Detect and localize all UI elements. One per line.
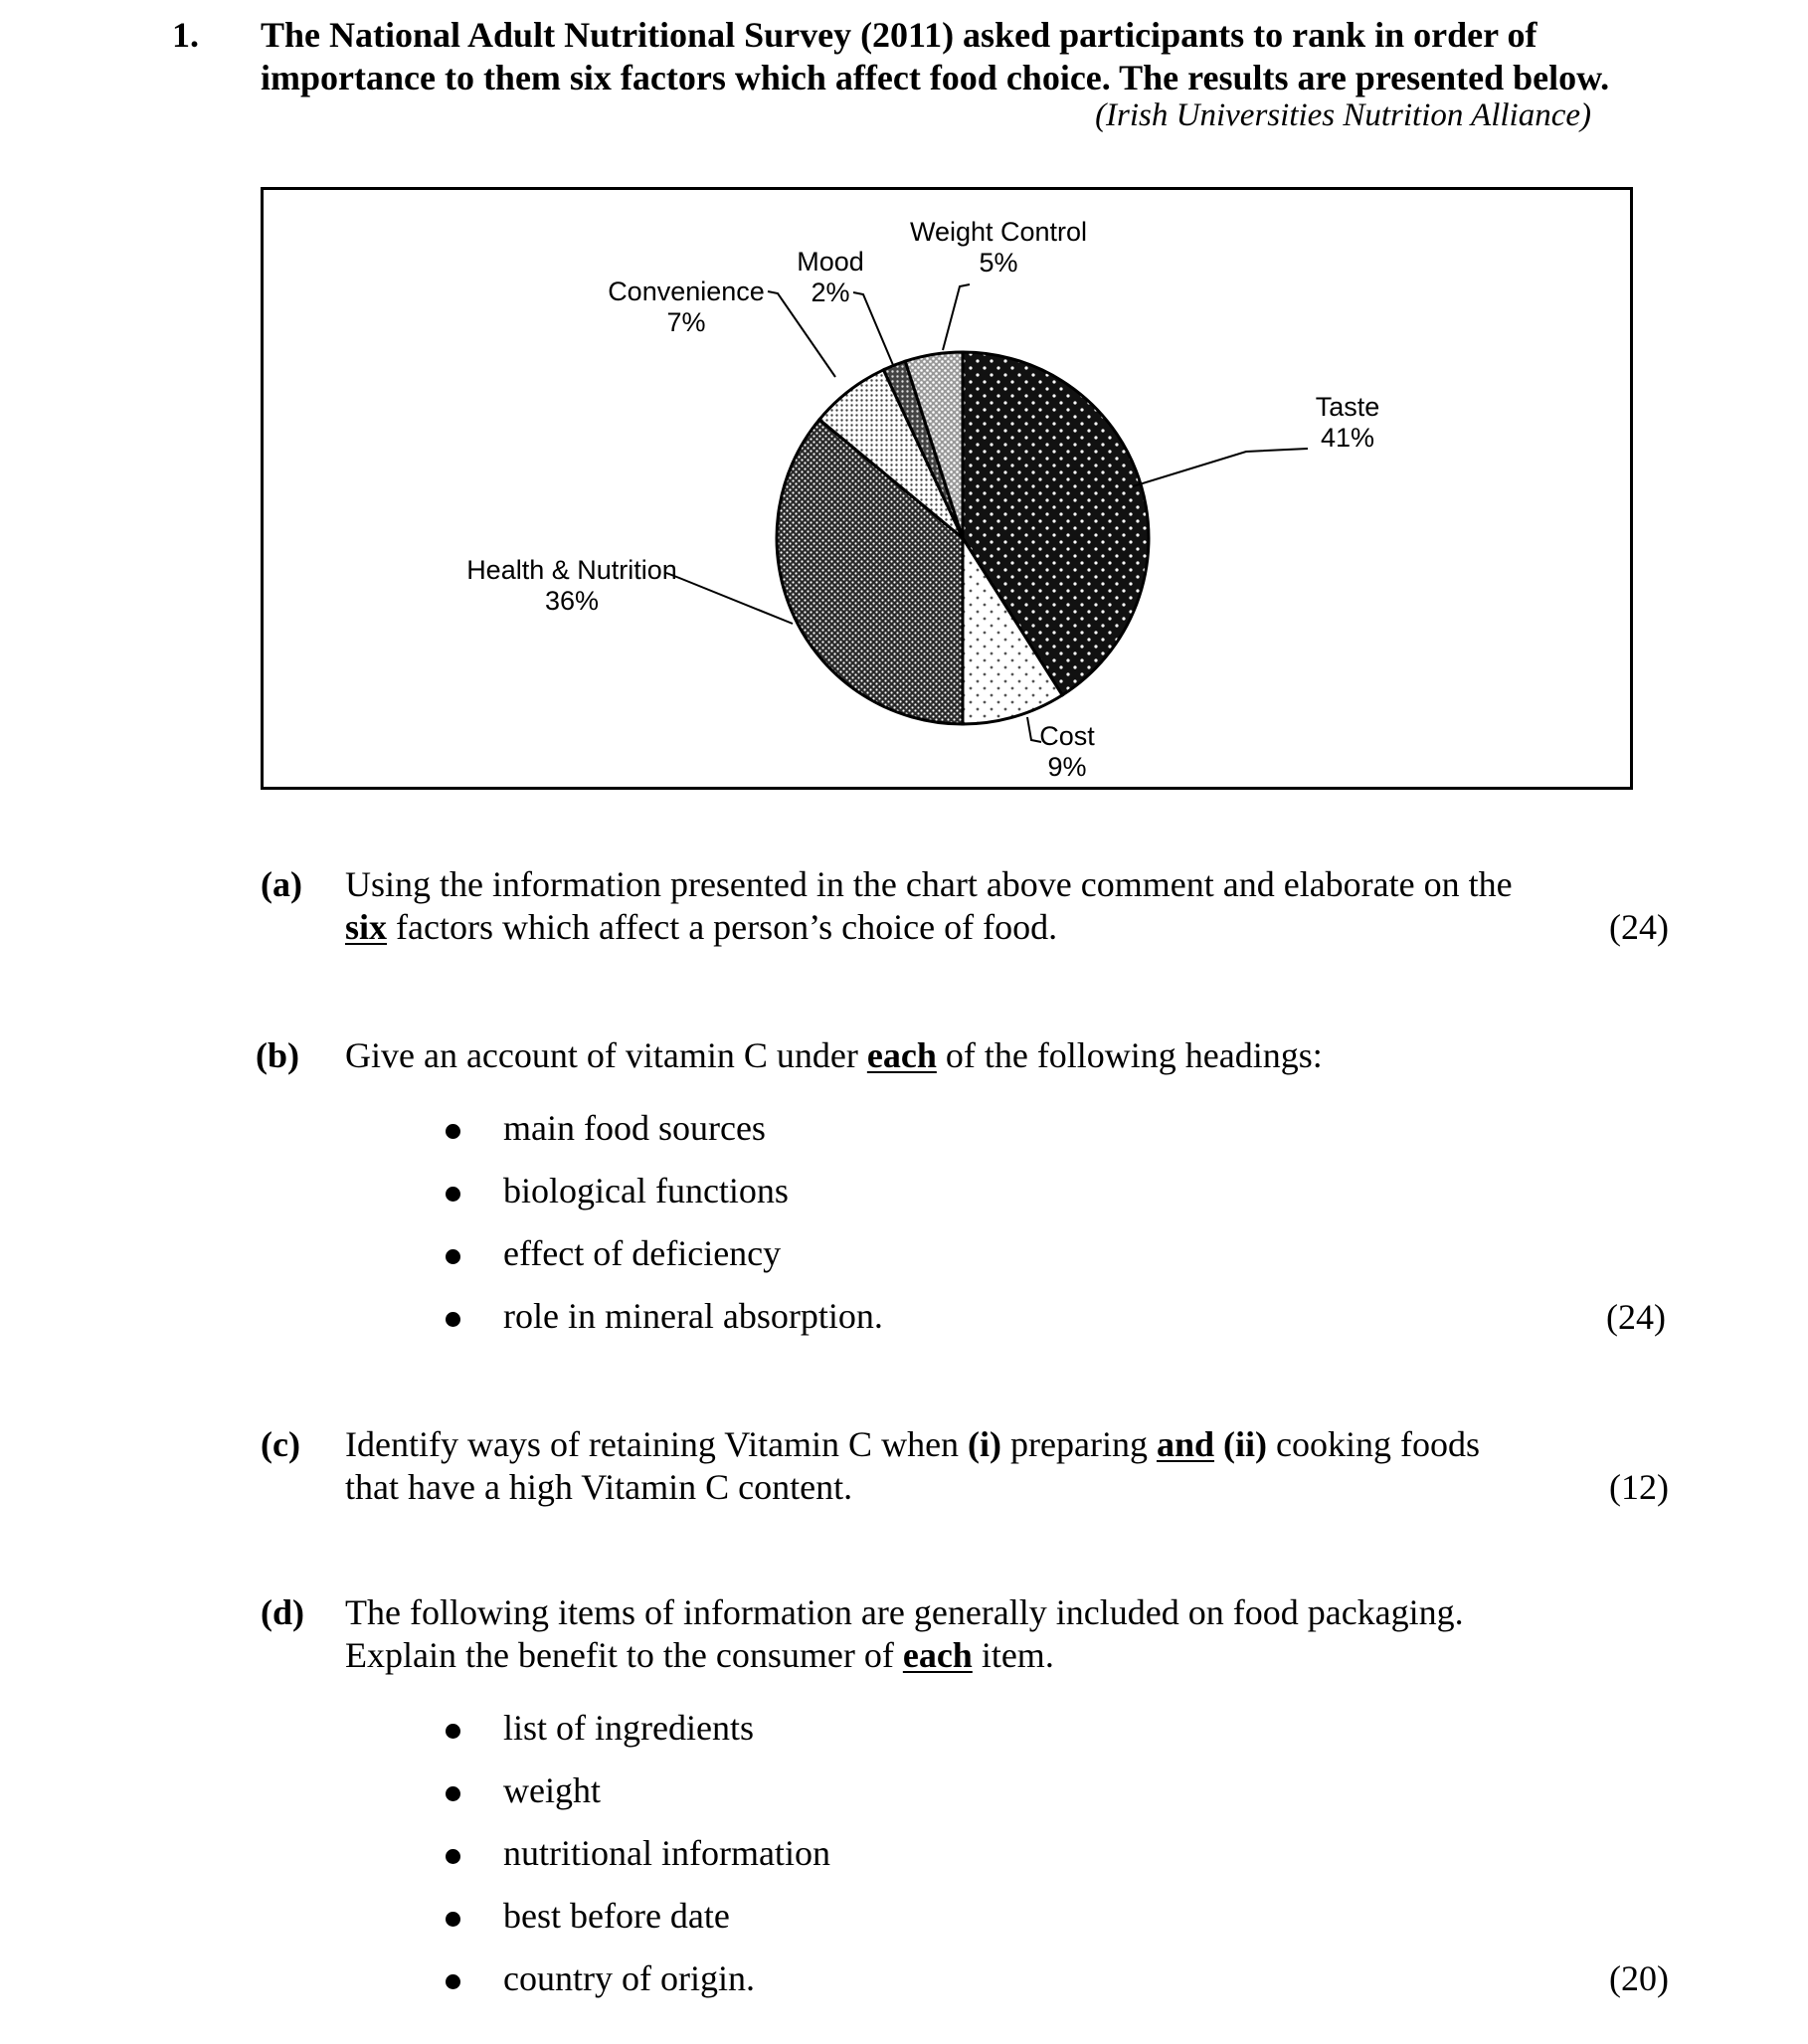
part-c-text-a: Identify ways of retaining Vitamin C when <box>345 1424 969 1464</box>
question-heading <box>261 14 1673 99</box>
list-item: nutritional information <box>446 1833 1341 1896</box>
list-item: list of ingredients <box>446 1708 1341 1770</box>
slice-name-label: Mood <box>797 247 864 277</box>
part-c-text-e <box>1214 1424 1223 1464</box>
part-d-text <box>345 1591 1598 1677</box>
part-a-line-1: Using the information presented in the chart above comment and elaborate on the <box>345 864 1513 904</box>
list-item: effect of deficiency <box>446 1233 1341 1296</box>
part-b-text-after: of the following headings: <box>936 1035 1323 1075</box>
slice-name-label: Cost <box>1039 721 1095 751</box>
part-a-label: (a) <box>261 864 302 904</box>
pie-chart-frame <box>261 187 1633 790</box>
source-citation: (Irish Universities Nutrition Alliance) <box>1095 97 1591 133</box>
leader-line <box>666 573 793 624</box>
part-b-label: (b) <box>256 1035 299 1075</box>
part-c-label: (c) <box>261 1424 300 1464</box>
slice-name-label: Taste <box>1315 392 1380 422</box>
part-a-marks: (24) <box>1609 907 1669 947</box>
slice-value-label: 2% <box>811 278 850 307</box>
part-d-line-1: The following items of information are generally included on food packaging. <box>345 1592 1464 1632</box>
part-d-bullets <box>446 1708 1341 2021</box>
part-b-marks: (24) <box>1606 1297 1666 1337</box>
part-b-text <box>345 1034 1598 1077</box>
heading-line-2: importance to them six factors which affect food choice. The results are presented below. <box>261 58 1610 97</box>
part-a-line-2-rest: factors which affect a person’s choice of food. <box>387 907 1058 947</box>
slice-name-label: Convenience <box>608 277 765 306</box>
list-item: weight <box>446 1770 1341 1833</box>
part-c-text-c: preparing <box>1001 1424 1157 1464</box>
part-b-bullets <box>446 1108 1341 1359</box>
part-d-line-2 <box>345 1634 1598 1677</box>
slice-value-label: 5% <box>979 248 1018 278</box>
slice-value-label: 36% <box>544 586 600 616</box>
part-a-line-2 <box>345 906 1598 949</box>
pie-chart <box>264 190 1636 793</box>
leader-line <box>853 292 893 365</box>
list-item: best before date <box>446 1896 1341 1958</box>
part-d-emphasis: each <box>902 1635 973 1675</box>
part-a-text <box>345 863 1598 949</box>
slice-name-label: Weight Control <box>909 217 1088 247</box>
part-c-roman-ii: (ii) <box>1223 1424 1267 1464</box>
leader-line <box>943 284 970 350</box>
heading-line-1: The National Adult Nutritional Survey (2011) asked participants to rank in order of <box>261 15 1537 55</box>
part-d-text-after: item. <box>972 1635 1054 1675</box>
slice-value-label: 9% <box>1047 752 1087 782</box>
slice-value-label: 41% <box>1320 423 1375 453</box>
part-d-marks: (20) <box>1609 1958 1669 1998</box>
part-c-text <box>345 1423 1598 1509</box>
part-d-text-before: Explain the benefit to the consumer of <box>345 1635 903 1675</box>
part-b-text-before: Give an account of vitamin C under <box>345 1035 867 1075</box>
slice-name-label: Health & Nutrition <box>466 555 677 585</box>
list-item: biological functions <box>446 1171 1341 1233</box>
part-c-roman-i: (i) <box>968 1424 1002 1464</box>
list-item: role in mineral absorption. <box>446 1296 1341 1359</box>
part-c-line-1 <box>345 1423 1598 1466</box>
part-d-label: (d) <box>261 1592 304 1632</box>
part-c-line-2: that have a high Vitamin C content. <box>345 1467 853 1507</box>
list-item: country of origin. <box>446 1958 1341 2021</box>
slice-value-label: 7% <box>666 307 706 337</box>
part-c-emphasis: and <box>1156 1424 1215 1464</box>
part-c-marks: (12) <box>1609 1467 1669 1507</box>
leader-line <box>1133 449 1308 486</box>
list-item: main food sources <box>446 1108 1341 1171</box>
question-number: 1. <box>172 15 199 55</box>
part-a-emphasis: six <box>345 907 388 947</box>
pie-slices <box>777 352 1149 724</box>
part-b-emphasis: each <box>866 1035 937 1075</box>
part-c-text-g: cooking foods <box>1267 1424 1480 1464</box>
